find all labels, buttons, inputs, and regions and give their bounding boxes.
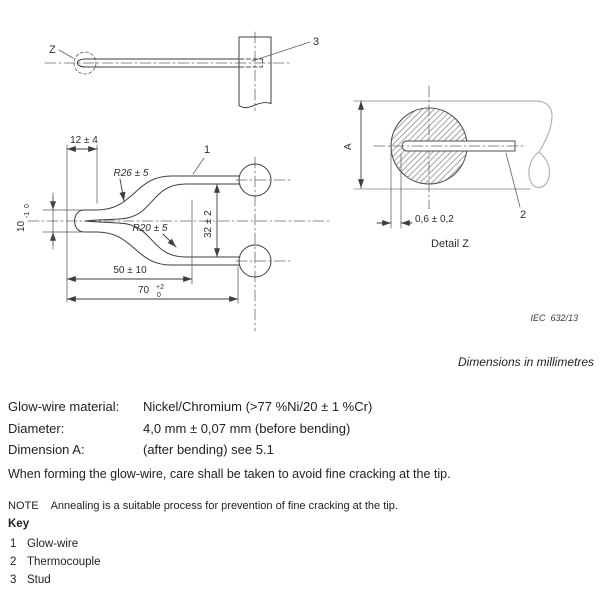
dim-50-label: 50 ± 10 bbox=[113, 265, 147, 276]
key-label: Stud bbox=[27, 574, 51, 586]
svg-text:0: 0 bbox=[157, 292, 161, 299]
spec-row-diameter bbox=[8, 421, 568, 436]
forming-paragraph: When forming the glow-wire, care shall be taken to avoid fine cracking at the tip. bbox=[8, 467, 451, 481]
dim-r26-label: R26 ± 5 bbox=[113, 168, 149, 179]
glow-wire-front bbox=[75, 176, 240, 265]
key-label: Glow-wire bbox=[27, 538, 79, 550]
svg-text:70: 70 bbox=[138, 285, 150, 296]
units-note: Dimensions in millimetres bbox=[457, 355, 594, 369]
svg-text:-1: -1 bbox=[24, 211, 31, 218]
dim-06-label: 0,6 ± 0,2 bbox=[415, 214, 454, 225]
detail-z-label: Z bbox=[49, 44, 56, 56]
key-number: 1 bbox=[10, 538, 17, 550]
spec-row-dimension-a bbox=[8, 442, 568, 457]
key-label: Thermocouple bbox=[27, 556, 101, 568]
key-item-stud bbox=[10, 574, 51, 586]
dim-r20-label: R20 ± 5 bbox=[132, 223, 168, 234]
dim-32-label bbox=[203, 210, 214, 238]
note-line bbox=[8, 500, 588, 512]
svg-text:+2: +2 bbox=[156, 284, 164, 291]
spec-label: Dimension A: bbox=[8, 442, 85, 457]
front-view-figure bbox=[16, 135, 330, 331]
svg-text:A: A bbox=[343, 143, 354, 150]
key-number: 3 bbox=[10, 574, 17, 586]
dim-70-label bbox=[138, 284, 164, 299]
r20-arrow bbox=[163, 234, 176, 247]
svg-text:32 ± 2: 32 ± 2 bbox=[203, 210, 214, 238]
r26-arrow bbox=[120, 179, 124, 201]
thermocouple-leader-line bbox=[506, 153, 520, 207]
svg-text:10: 10 bbox=[16, 220, 27, 232]
detail-z-figure bbox=[343, 86, 552, 250]
spec-value: (after bending) see 5.1 bbox=[143, 442, 274, 457]
dim-10-label bbox=[16, 204, 31, 232]
spec-label: Glow-wire material: bbox=[8, 399, 120, 414]
detail-caption: Detail Z bbox=[431, 238, 469, 250]
stud-leader-line bbox=[252, 42, 310, 61]
spec-value: Nickel/Chromium (>77 %Ni/20 ± 1 %Cr) bbox=[143, 399, 373, 414]
wire-leader-line bbox=[193, 158, 204, 174]
dim-12-label: 12 ± 4 bbox=[70, 135, 98, 146]
thermocouple-number-label: 2 bbox=[519, 209, 527, 221]
note-text: Annealing is a suitable process for prevention of fine cracking at the tip. bbox=[50, 500, 398, 512]
top-view-figure bbox=[45, 32, 319, 111]
z-leader-line bbox=[59, 50, 73, 58]
stud-number-label: 3 bbox=[313, 36, 320, 48]
key-item-glow-wire bbox=[10, 538, 78, 550]
note-tag: NOTE bbox=[8, 500, 39, 512]
dim-a-label bbox=[343, 143, 354, 150]
key-item-thermocouple bbox=[10, 556, 101, 568]
key-title: Key bbox=[8, 518, 30, 530]
glow-wire-number-label: 1 bbox=[203, 144, 211, 156]
spec-row-material bbox=[8, 399, 568, 414]
spec-label: Diameter: bbox=[8, 421, 65, 436]
iec-reference: IEC 632/13 bbox=[530, 313, 578, 323]
svg-text:0: 0 bbox=[24, 204, 31, 208]
spec-value: 4,0 mm ± 0,07 mm (before bending) bbox=[143, 421, 351, 436]
key-number: 2 bbox=[10, 556, 17, 568]
